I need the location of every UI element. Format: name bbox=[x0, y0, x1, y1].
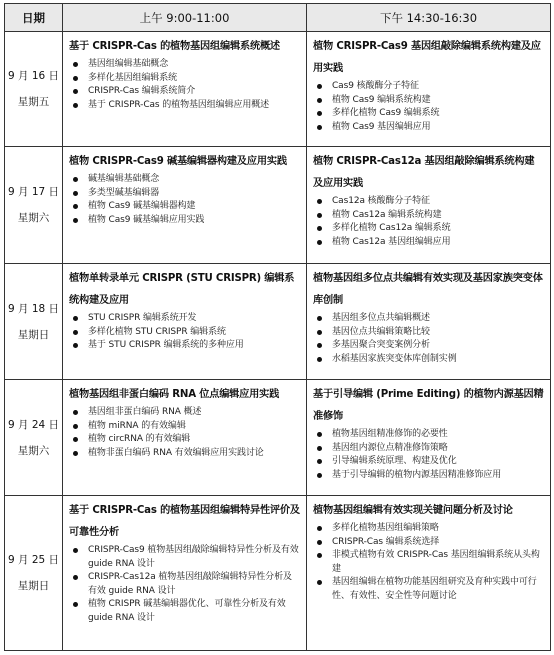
pm-session-cell bbox=[307, 32, 551, 147]
topic-item: 多样化植物 Cas9 编辑系统 bbox=[313, 107, 544, 121]
topic-item: 多样化植物 STU CRISPR 编辑系统 bbox=[69, 326, 300, 340]
weekday-label: 星期日 bbox=[17, 328, 50, 341]
topic-item: 多样化植物基因组编辑策略 bbox=[313, 522, 544, 536]
header-pm: 下午 14:30-16:30 bbox=[307, 4, 551, 32]
topic-item: 基于引导编辑的植物内源基因精准修饰应用 bbox=[313, 469, 544, 483]
session-title: 植物基因组编辑有效实现关键问题分析及讨论 bbox=[313, 505, 513, 516]
header-date: 日期 bbox=[5, 4, 63, 32]
session-title: 植物基因组非蛋白编码 RNA 位点编辑应用实践 bbox=[69, 389, 280, 400]
topic-item: 植物 Cas12a 基因组编辑应用 bbox=[313, 236, 544, 250]
topic-list bbox=[69, 406, 300, 460]
table-row bbox=[5, 147, 551, 264]
topic-item: Cas9 核酸酶分子特征 bbox=[313, 80, 544, 94]
topic-item: 基因组多位点共编辑概述 bbox=[313, 312, 544, 326]
topic-list bbox=[69, 312, 300, 353]
topic-item: CRISPR-Cas9 植物基因组敲除编辑特异性分析及有效 guide RNA 设计 bbox=[69, 544, 300, 571]
session-title: 植物 CRISPR-Cas9 碱基编辑器构建及应用实践 bbox=[69, 156, 287, 167]
date-cell bbox=[5, 32, 63, 147]
topic-list bbox=[313, 312, 544, 366]
topic-item: 水稻基因家族突变体库创制实例 bbox=[313, 353, 544, 367]
topic-item: 植物 Cas9 基因编辑应用 bbox=[313, 121, 544, 135]
date-label: 9 月 17 日 bbox=[7, 186, 60, 198]
topic-item: 基于 CRISPR-Cas 的植物基因组编辑应用概述 bbox=[69, 99, 300, 113]
topic-list bbox=[313, 80, 544, 134]
topic-list bbox=[313, 522, 544, 603]
date-cell bbox=[5, 496, 63, 651]
topic-item: STU CRISPR 编辑系统开发 bbox=[69, 312, 300, 326]
topic-item: 基因组编辑在植物功能基因组研究及育种实践中可行性、有效性、安全性等问题讨论 bbox=[313, 576, 544, 603]
topic-list bbox=[69, 173, 300, 227]
topic-item: 基因组内源位点精准修饰策略 bbox=[313, 442, 544, 456]
date-label: 9 月 24 日 bbox=[7, 418, 60, 431]
schedule-body bbox=[5, 32, 551, 651]
topic-item: 植物 Cas9 碱基编辑应用实践 bbox=[69, 214, 300, 228]
date-label: 9 月 16 日 bbox=[7, 70, 60, 82]
date-cell bbox=[5, 147, 63, 264]
topic-list bbox=[313, 195, 544, 249]
topic-item: 植物基因组精准修饰的必要性 bbox=[313, 428, 544, 442]
topic-item: 植物 Cas9 碱基编辑器构建 bbox=[69, 200, 300, 214]
session-title: 植物 CRISPR-Cas12a 基因组敲除编辑系统构建及应用实践 bbox=[313, 156, 535, 189]
session-title: 基于 CRISPR-Cas 的植物基因组编辑系统概述 bbox=[69, 41, 280, 52]
topic-item: 基于 STU CRISPR 编辑系统的多种应用 bbox=[69, 339, 300, 353]
am-session-cell bbox=[63, 32, 307, 147]
weekday-label: 星期日 bbox=[17, 580, 50, 592]
session-title: 植物 CRISPR-Cas9 基因组敲除编辑系统构建及应用实践 bbox=[313, 41, 541, 74]
date-label: 9 月 18 日 bbox=[7, 302, 60, 315]
pm-session-cell bbox=[307, 380, 551, 496]
am-session-cell bbox=[63, 496, 307, 651]
pm-session-cell bbox=[307, 264, 551, 380]
date-label: 9 月 25 日 bbox=[7, 554, 60, 566]
topic-item: CRISPR-Cas 编辑系统简介 bbox=[69, 85, 300, 99]
session-title: 基于 CRISPR-Cas 的植物基因组编辑特异性评价及可靠性分析 bbox=[69, 505, 300, 538]
table-row bbox=[5, 496, 551, 651]
topic-item: 植物 CRISPR 碱基编辑器优化、可靠性分析及有效 guide RNA 设计 bbox=[69, 598, 300, 625]
topic-item: 多样化植物 Cas12a 编辑系统 bbox=[313, 222, 544, 236]
session-title: 植物单转录单元 CRISPR (STU CRISPR) 编辑系统构建及应用 bbox=[69, 273, 295, 306]
topic-item: 植物 Cas12a 编辑系统构建 bbox=[313, 209, 544, 223]
topic-item: 基因位点共编辑策略比较 bbox=[313, 326, 544, 340]
topic-item: Cas12a 核酸酶分子特征 bbox=[313, 195, 544, 209]
topic-item: 多样化基因组编辑系统 bbox=[69, 72, 300, 86]
weekday-label: 星期六 bbox=[17, 212, 50, 224]
topic-item: 植物 circRNA 的有效编辑 bbox=[69, 433, 300, 447]
pm-session-cell bbox=[307, 496, 551, 651]
topic-item: 多基因聚合突变案例分析 bbox=[313, 339, 544, 353]
topic-item: 碱基编辑基础概念 bbox=[69, 173, 300, 187]
topic-item: CRISPR-Cas12a 植物基因组敲除编辑特异性分析及有效 guide RNA 设计 bbox=[69, 571, 300, 598]
topic-item: 多类型碱基编辑器 bbox=[69, 187, 300, 201]
topic-list bbox=[313, 428, 544, 482]
topic-item: 基因组非蛋白编码 RNA 概述 bbox=[69, 406, 300, 420]
table-row bbox=[5, 32, 551, 147]
table-row bbox=[5, 264, 551, 380]
weekday-label: 星期五 bbox=[17, 96, 50, 108]
weekday-label: 星期六 bbox=[17, 444, 50, 457]
header-am: 上午 9:00-11:00 bbox=[63, 4, 307, 32]
table-row bbox=[5, 380, 551, 496]
header-row bbox=[5, 4, 551, 32]
topic-item: 植物非蛋白编码 RNA 有效编辑应用实践讨论 bbox=[69, 447, 300, 461]
date-cell bbox=[5, 380, 63, 496]
topic-item: 引导编辑系统原理、构建及优化 bbox=[313, 455, 544, 469]
am-session-cell bbox=[63, 380, 307, 496]
topic-item: CRISPR-Cas 编辑系统选择 bbox=[313, 536, 544, 550]
topic-item: 基因组编辑基础概念 bbox=[69, 58, 300, 72]
schedule-table bbox=[4, 3, 551, 651]
topic-list bbox=[69, 58, 300, 112]
session-title: 植物基因组多位点共编辑有效实现及基因家族突变体库创制 bbox=[313, 273, 543, 306]
am-session-cell bbox=[63, 264, 307, 380]
topic-item: 植物 miRNA 的有效编辑 bbox=[69, 420, 300, 434]
date-cell bbox=[5, 264, 63, 380]
am-session-cell bbox=[63, 147, 307, 264]
topic-item: 植物 Cas9 编辑系统构建 bbox=[313, 94, 544, 108]
topic-list bbox=[69, 544, 300, 625]
pm-session-cell bbox=[307, 147, 551, 264]
schedule-table-container bbox=[4, 3, 550, 651]
topic-item: 非模式植物有效 CRISPR-Cas 基因组编辑系统从头构建 bbox=[313, 549, 544, 576]
session-title: 基于引导编辑 (Prime Editing) 的植物内源基因精准修饰 bbox=[313, 389, 544, 422]
